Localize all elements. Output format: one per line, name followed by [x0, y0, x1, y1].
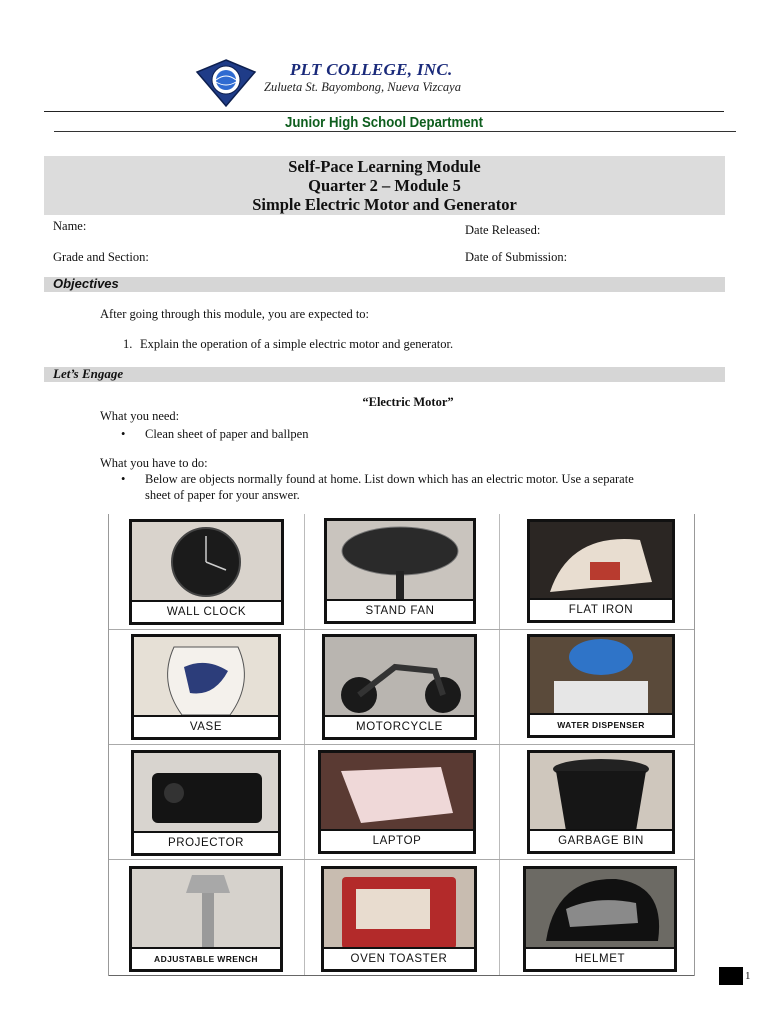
object-card-wall-clock [129, 519, 284, 625]
motorcycle-photo [325, 637, 474, 717]
object-label: WALL CLOCK [132, 600, 281, 622]
object-label: LAPTOP [321, 829, 473, 851]
activity-title: “Electric Motor” [362, 395, 454, 409]
object-label: PROJECTOR [134, 831, 278, 853]
oven-toaster-photo [324, 869, 474, 949]
vase-photo [134, 637, 278, 717]
flat-iron-photo [530, 522, 672, 600]
engage-band [44, 367, 725, 382]
object-card-flat-iron [527, 519, 675, 623]
module-title-line1: Self-Pace Learning Module [288, 157, 481, 176]
todo-item-line2: sheet of paper for your answer. [145, 488, 300, 502]
objective-number: 1. [123, 337, 133, 351]
module-title-line3: Simple Electric Motor and Generator [252, 195, 517, 214]
grid-divider [304, 514, 305, 976]
object-label: WATER DISPENSER [530, 713, 672, 735]
what-to-do-label: What you have to do: [100, 456, 208, 470]
object-label: STAND FAN [327, 599, 473, 621]
object-label: OVEN TOASTER [324, 947, 474, 969]
grid-divider [109, 859, 694, 860]
department-name: Junior High School Department [284, 114, 483, 131]
college-name: PLT COLLEGE, INC. [290, 60, 453, 79]
engage-heading: Let’s Engage [53, 366, 124, 381]
object-card-water-dispenser [527, 634, 675, 738]
bullet-icon: • [121, 427, 126, 441]
water-dispenser-photo [530, 637, 672, 715]
college-address: Zulueta St. Bayombong, Nueva Vizcaya [264, 80, 461, 94]
object-card-motorcycle [322, 634, 477, 740]
module-title-line2: Quarter 2 – Module 5 [308, 176, 461, 195]
object-card-vase [131, 634, 281, 740]
object-card-laptop [318, 750, 476, 854]
need-item: Clean sheet of paper and ballpen [145, 427, 309, 441]
what-you-need-label: What you need: [100, 409, 180, 423]
department-divider [54, 131, 736, 132]
object-card-oven-toaster [321, 866, 477, 972]
page-number: 1 [745, 970, 751, 982]
objectives-band [44, 277, 725, 292]
name-field-label: Name: [53, 219, 87, 233]
objectives-intro: After going through this module, you are expected to: [100, 307, 370, 321]
object-card-adjustable-wrench [129, 866, 283, 972]
adjustable-wrench-photo [132, 869, 280, 949]
todo-item-line1: Below are objects normally found at home. List down which has an electric motor. Use a separate [145, 472, 634, 486]
object-label: FLAT IRON [530, 598, 672, 620]
date-released-label: Date Released: [465, 223, 541, 237]
object-label: ADJUSTABLE WRENCH [132, 947, 280, 969]
module-title-box [44, 156, 725, 215]
object-label: HELMET [526, 947, 674, 969]
helmet-photo [526, 869, 674, 949]
bullet-icon: • [121, 472, 126, 486]
grid-divider [109, 629, 694, 630]
header-divider [44, 111, 724, 112]
grid-divider [109, 744, 694, 745]
object-card-garbage-bin [527, 750, 675, 854]
objective-item: Explain the operation of a simple electric motor and generator. [140, 337, 454, 351]
object-label: MOTORCYCLE [325, 715, 474, 737]
objectives-heading: Objectives [53, 276, 119, 291]
object-label: VASE [134, 715, 278, 737]
date-submission-label: Date of Submission: [465, 250, 568, 264]
grid-divider [109, 975, 694, 976]
objects-grid [108, 514, 695, 976]
object-label: GARBAGE BIN [530, 829, 672, 851]
garbage-bin-photo [530, 753, 672, 831]
object-card-helmet [523, 866, 677, 972]
grade-section-label: Grade and Section: [53, 250, 149, 264]
grid-divider [499, 514, 500, 976]
projector-photo [134, 753, 278, 833]
object-card-stand-fan [324, 518, 476, 624]
laptop-photo [321, 753, 473, 831]
wall-clock-photo [132, 522, 281, 602]
stand-fan-photo [327, 521, 473, 601]
page-marker [719, 967, 743, 985]
object-card-projector [131, 750, 281, 856]
college-logo-icon [195, 58, 257, 108]
